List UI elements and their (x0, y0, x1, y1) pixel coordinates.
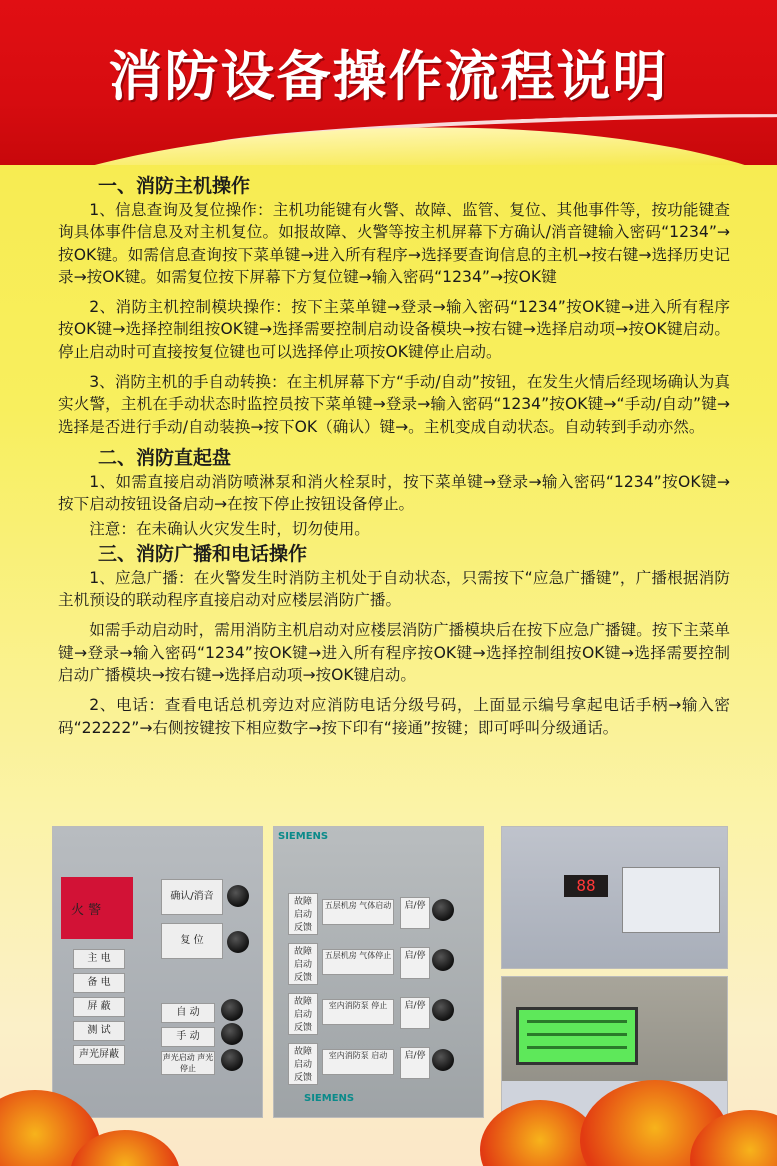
backup-power-label: 备 电 (73, 973, 125, 993)
manual-knob (221, 1023, 243, 1045)
start-stop-knob (432, 949, 454, 971)
sound-light-shield-label: 声光屏蔽 (73, 1045, 125, 1065)
paragraph: 2、电话：查看电话总机旁边对应消防电话分级号码，上面显示编号拿起电话手柄→输入密码“22222”→右侧按键按下相应数字→按下印有“接通”按键；即可呼叫分级通话。 (58, 696, 730, 737)
auto-label: 自 动 (161, 1003, 215, 1023)
broadcast-panel-photo (501, 826, 728, 969)
sound-light-start-stop-label: 声光启动 声光停止 (162, 1053, 214, 1073)
phone-lcd-screen (516, 1007, 638, 1065)
start-stop-label: 启/停 (400, 897, 430, 929)
zone-label: 室内消防泵 停止 (322, 999, 394, 1025)
reset-knob (227, 931, 249, 953)
status-label: 故障 启动 反馈 (288, 993, 318, 1035)
start-stop-label: 启/停 (400, 947, 430, 979)
fire-alarm-indicator (61, 877, 133, 939)
broadcast-keypad (622, 867, 720, 933)
status-label: 故障 启动 反馈 (288, 1043, 318, 1085)
page-title: 消防设备操作流程说明 (108, 45, 669, 108)
header-banner (0, 0, 777, 165)
zone-label: 五层机房 气体停止 (322, 949, 394, 975)
section-heading: 二、消防直起盘 (98, 446, 232, 469)
paragraph: 1、应急广播：在火警发生时消防主机处于自动状态，只需按下“应急广播键”，广播根据消防主机预设的联动程序直接启动对应楼层消防广播。 (58, 568, 730, 610)
start-stop-label: 启/停 (400, 997, 430, 1029)
ack-mute-label: 确认/消音 (161, 879, 223, 915)
zone-label: 室内消防泵 启动 (322, 1049, 394, 1075)
status-label: 故障 启动 反馈 (288, 943, 318, 985)
start-stop-label: 启/停 (400, 1047, 430, 1079)
paragraph: 1、如需直接启动消防喷淋泵和消火栓泵时，按下菜单键→登录→输入密码“1234”按OK键→按下启动按钮设备启动→在按下停止按钮设备停止。 (58, 472, 730, 514)
paragraph: 3、消防主机的手自动转换：在主机屏幕下方“手动/自动”按钮，在发生火情后经现场确认为真实火警，主机在手动状态时监控员按下菜单键→登录→输入密码“1234”按OK键→“手动/自动”键→选择是否进行手动/自动装换→按下OK（确认）键→。主机变成自动状态。自动转到手动亦然。 (58, 373, 730, 436)
broadcast-display: 88 (564, 875, 608, 897)
zone-label: 五层机房 气体启动 (322, 899, 394, 925)
paragraph: 注意：在未确认火灾发生时，切勿使用。 (89, 519, 370, 538)
paragraph: 如需手动启动时，需用消防主机启动对应楼层消防广播模块后在按下应急广播键。按下主菜单键→登录→输入密码“1234”按OK键→进入所有程序按OK键→选择控制组按OK键→选择需要控制启动广播模块→按右键→选择启动项→按OK键启动。 (58, 621, 730, 685)
shield-label: 屏 蔽 (73, 997, 125, 1017)
siemens-logo-bottom: SIEMENS (304, 1093, 355, 1104)
test-label: 测 试 (73, 1021, 125, 1041)
section-heading: 三、消防广播和电话操作 (98, 542, 308, 565)
ack-mute-knob (227, 885, 249, 907)
footer-clouds (0, 1060, 777, 1166)
start-stop-knob (432, 999, 454, 1021)
auto-knob (221, 999, 243, 1021)
instructions (58, 174, 730, 747)
status-label: 故障 启动 反馈 (288, 893, 318, 935)
paragraph: 2、消防主机控制模块操作：按下主菜单键→登录→输入密码“1234”按OK键→进入所有程序按OK键→选择控制组按OK键→选择需要控制启动设备模块→按右键→选择启动项→按OK键启动。停止启动时可直接按复位键也可以选择停止项按OK键停止启动。 (58, 298, 730, 361)
paragraph: 1、信息查询及复位操作：主机功能键有火警、故障、监管、复位、其他事件等，按功能键查询具体事件信息及对主机复位。如报故障、火警等按主机屏幕下方确认/消音键输入密码“1234”→按OK键。如需信息查询按下菜单键→进入所有程序→选择要查询信息的主机→按右键→选择历史记录→按OK键。如需复位按下屏幕下方复位键→输入密码“1234”→按OK键 (58, 201, 730, 286)
reset-label: 复 位 (161, 923, 223, 959)
manual-label: 手 动 (161, 1027, 215, 1047)
start-stop-knob (432, 899, 454, 921)
section-heading: 一、消防主机操作 (98, 175, 251, 197)
alarm-label: 火 警 (71, 903, 102, 918)
siemens-logo: SIEMENS (278, 831, 329, 842)
main-power-label: 主 电 (73, 949, 125, 969)
